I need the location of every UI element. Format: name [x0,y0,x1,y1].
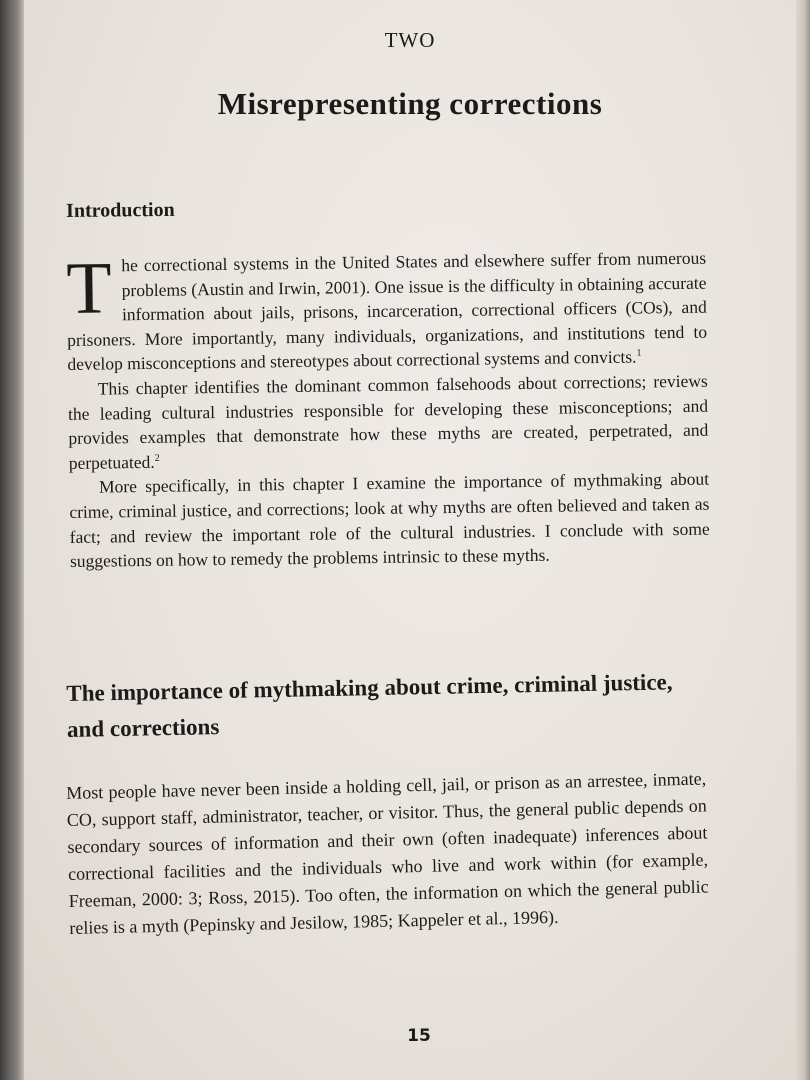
intro-paragraph-3: More specifically, in this chapter I examine the importance of mythmaking about crime, criminal justice, and corrections; look at why myths are often believed and taken as fact; and review the important role of the cultural industries. I conclude with some suggestions on how to remedy the problems intrinsic to these myths. [69,468,710,572]
adjacent-page-edge [796,0,810,1080]
mythmaking-paragraph-1: Most people have never been inside a holding cell, jail, or prison as an arrestee, inmate, CO, support staff, administrator, teacher, or visitor. Thus, the general public depends on secondary sources of information and their own (often inadequate) inferences about correctional facilities and the individuals who live and work within (for example, Freeman, 2000: 3; Ross, 2015). Too often, the information on which the general public relies is a myth (Pepinsky and Jesilow, 1985; Kappeler et al., 1996). [66,768,709,938]
intro-paragraph-1-text: he correctional systems in the United States and elsewhere suffer from numerous problems (Austin and Irwin, 2001). One issue is the difficulty in obtaining accurate information about jails, prisons, incarceration, correctional officers (COs), and prisoners. More importantly, many individuals, organizations, and institutions tend to develop misconceptions and stereotypes about correctional systems and convicts. [66,247,708,375]
intro-paragraph-2 [68,369,709,476]
introduction-section [66,193,706,223]
mythmaking-heading: The importance of mythmaking about crime, criminal justice, and corrections [66,669,673,742]
footnote-ref-1: 1 [636,348,642,360]
footnote-ref-2: 2 [154,452,160,464]
mythmaking-section [66,664,707,748]
drop-cap: T [65,247,113,330]
intro-paragraph-2-text: This chapter identifies the dominant common falsehoods about corrections; reviews the leading cultural industries responsible for developing these misconceptions; and provides examples that demonstrate how these myths are created, perpetrated, and perpetuated. [67,370,709,473]
mythmaking-body [66,765,710,941]
introduction-body [66,246,710,574]
book-page [24,0,796,1080]
chapter-number: TWO [384,28,436,52]
introduction-heading: Introduction [66,198,175,222]
intro-paragraph-1 [66,246,708,377]
chapter-title: Misrepresenting corrections [217,86,603,121]
page-number: 15 [407,1026,431,1046]
